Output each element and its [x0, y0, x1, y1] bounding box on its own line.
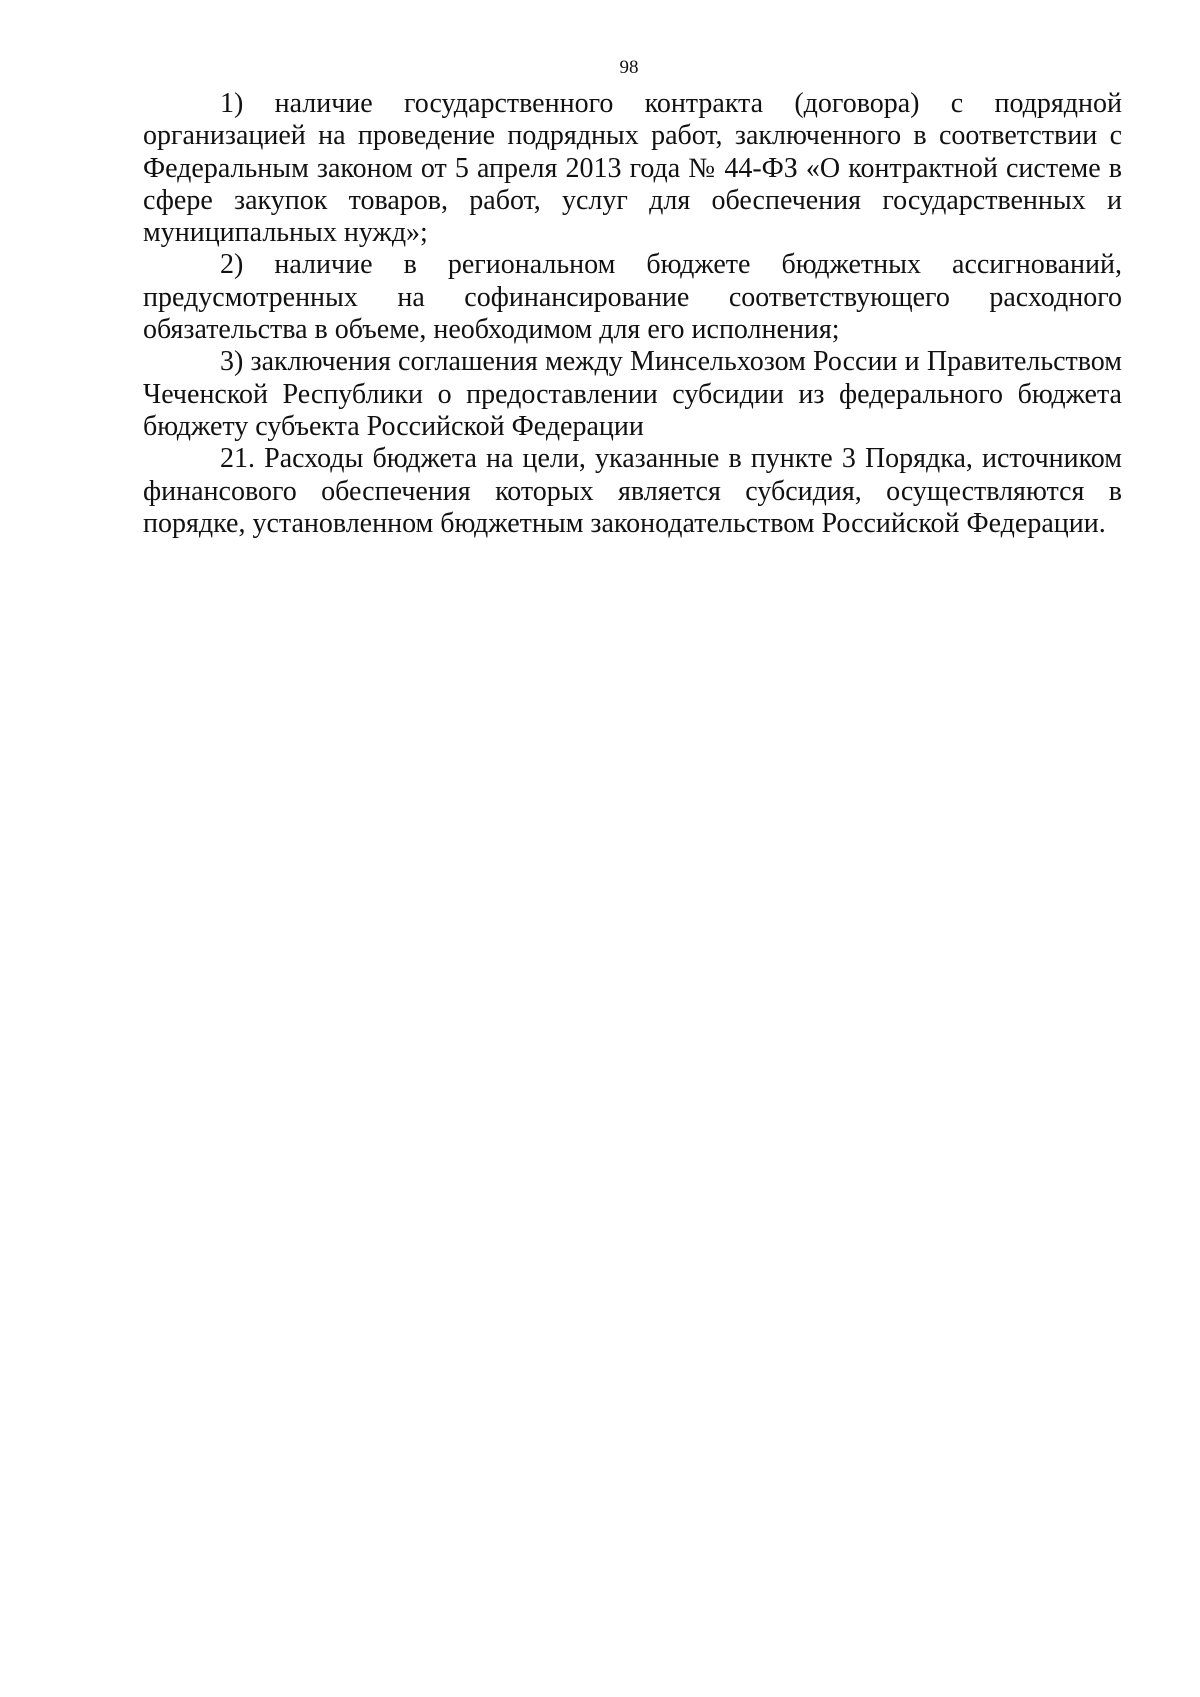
- document-body: [143, 88, 1122, 540]
- paragraph-item-2: 2) наличие в региональном бюджете бюджетных ассигнований, предусмотренных на софинансирование соответствующего расходного обязательства в объеме, необходимом для его исполнения;: [143, 249, 1122, 346]
- page-number: 98: [619, 57, 639, 78]
- paragraph-item-3: 3) заключения соглашения между Минсельхозом России и Правительством Чеченской Республики о предоставлении субсидии из федерального бюджета бюджету субъекта Российской Федерации: [143, 346, 1122, 442]
- paragraph-item-1: 1) наличие государственного контракта (договора) с подрядной организацией на проведение подрядных работ, заключенного в соответствии с Федеральным законом от 5 апреля 2013 года № 44-ФЗ «О контрактной системе в сфере закупок товаров, работ, услуг для обеспечения государственных и муниципальных нужд»;: [143, 88, 1122, 249]
- paragraph-item-21: 21. Расходы бюджета на цели, указанные в пункте 3 Порядка, источником финансового обеспечения которых является субсидия, осуществляются в порядке, установленном бюджетным законодательством Российской Федерации.: [143, 443, 1122, 539]
